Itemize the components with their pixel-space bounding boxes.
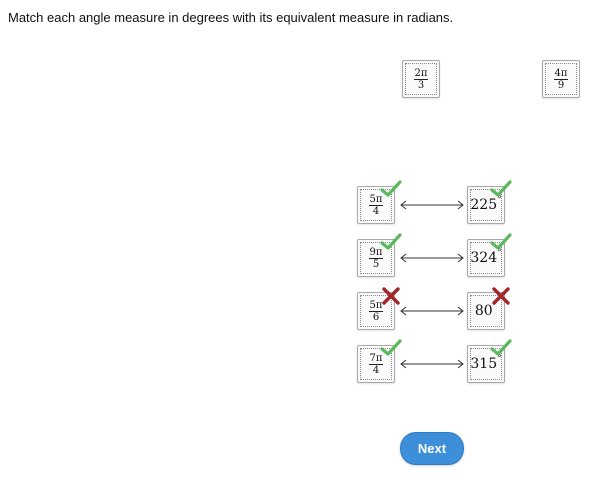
fraction — [554, 68, 569, 91]
next-button[interactable] — [400, 432, 464, 465]
answer-tile-4pi-9[interactable] — [542, 60, 580, 98]
fraction-denominator: 9 — [557, 79, 565, 91]
fraction-denominator: 4 — [372, 205, 380, 217]
fraction-numerator: 5π — [369, 193, 383, 205]
double-arrow-icon — [399, 306, 465, 316]
fraction-numerator: 9π — [369, 246, 383, 258]
check-icon — [490, 180, 512, 198]
check-icon — [490, 339, 512, 357]
next-button-label: Next — [417, 441, 447, 456]
fraction-numerator: 7π — [369, 352, 383, 364]
answer-tile-2pi-3[interactable] — [402, 60, 440, 98]
instruction-text: Match each angle measure in degrees with its equivalent measure in radians. — [8, 10, 454, 25]
double-arrow-icon — [399, 359, 465, 369]
fraction-numerator: 4π — [554, 67, 568, 79]
check-icon — [380, 180, 402, 198]
fraction-denominator: 4 — [372, 364, 380, 376]
x-icon — [490, 287, 512, 305]
degree-number: 80 — [474, 303, 493, 319]
check-icon — [490, 233, 512, 251]
degree-value — [475, 303, 497, 319]
fraction-denominator: 6 — [372, 311, 380, 323]
fraction-numerator: 5π — [369, 299, 383, 311]
degree-number: 324 — [470, 250, 498, 266]
degree-symbol: ° — [497, 354, 502, 364]
x-icon — [380, 287, 402, 305]
degree-symbol: ° — [497, 248, 502, 258]
degree-number: 225 — [470, 197, 498, 213]
degree-value — [470, 197, 501, 213]
degree-symbol: ° — [497, 195, 502, 205]
check-icon — [380, 339, 402, 357]
fraction — [414, 68, 429, 91]
double-arrow-icon — [399, 253, 465, 263]
fraction-denominator: 3 — [417, 79, 425, 91]
degree-value — [470, 250, 501, 266]
fraction-denominator: 5 — [372, 258, 380, 270]
degree-number: 315 — [470, 356, 498, 372]
check-icon — [380, 233, 402, 251]
double-arrow-icon — [399, 200, 465, 210]
degree-value — [470, 356, 501, 372]
fraction-numerator: 2π — [414, 67, 428, 79]
degree-symbol: ° — [492, 301, 498, 311]
